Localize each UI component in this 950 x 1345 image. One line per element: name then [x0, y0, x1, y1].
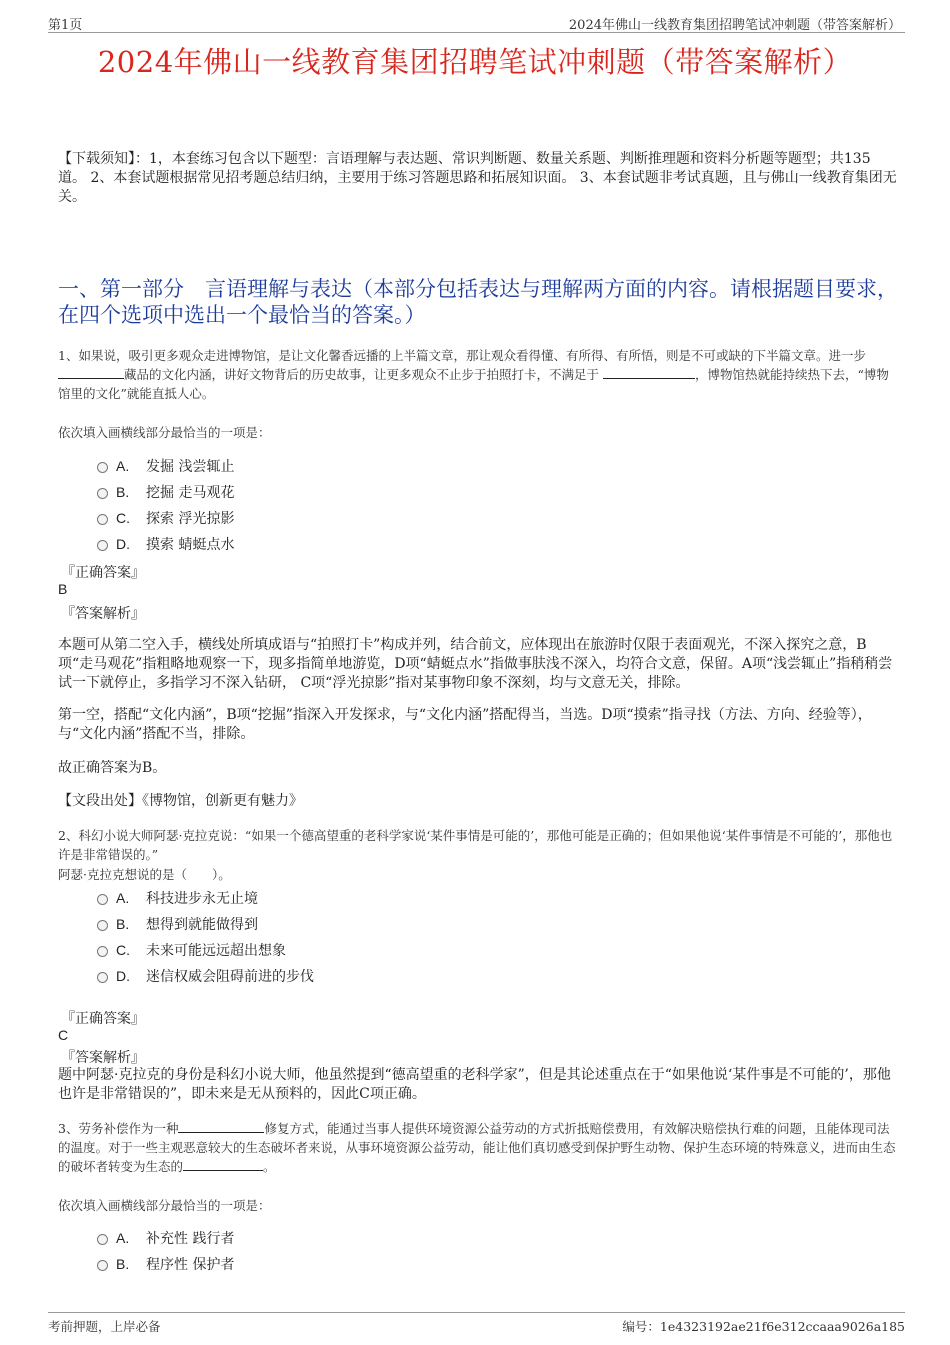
q1-answer: B — [58, 581, 68, 597]
q2-option-c[interactable]: C. 未来可能远远超出想象 — [97, 940, 286, 960]
radio-icon[interactable] — [97, 1260, 108, 1271]
q2-option-a[interactable]: A. 科技进步永无止境 — [97, 888, 258, 908]
radio-icon[interactable] — [97, 972, 108, 983]
radio-icon[interactable] — [97, 462, 108, 473]
q3-text-c: 。 — [263, 1159, 276, 1174]
q1-option-a[interactable]: A. 发掘 浅尝辄止 — [97, 456, 234, 476]
q1-analysis-1: 本题可从第二空入手，横线处所填成语与“拍照打卡”构成并列，结合前文，应体现出在旅游时仅限于表面观光，不深入探究之意，B项“走马观花”指粗略地观察一下，现多指简单地游览，D项“蜻蜓点水”指做事肤浅不深入，均符合文意，保留。A项“浅尝辄止”指稍稍尝试一下就停止，多指学习不深入钻研， C项“浮光掠影”指对某事物印象不深刻，均与文意无关，排除。 — [58, 637, 893, 691]
q1-analysis-label: 『答案解析』 — [61, 606, 145, 622]
footer-doc-id: 编号：1e4323192ae21f6e312ccaaa9026a185 — [622, 1319, 905, 1334]
q1-prompt: 依次填入画横线部分最恰当的一项是： — [58, 425, 271, 440]
radio-icon[interactable] — [97, 514, 108, 525]
page-header — [48, 10, 905, 33]
q2-option-d[interactable]: D. 迷信权威会阻碍前进的步伐 — [97, 966, 314, 986]
q3-text-a: 3、劳务补偿作为一种 — [58, 1121, 179, 1136]
q1-option-c[interactable]: C. 探索 浮光掠影 — [97, 508, 234, 528]
radio-icon[interactable] — [97, 1234, 108, 1245]
q2-option-b[interactable]: B. 想得到就能做得到 — [97, 914, 258, 934]
question-3-text — [58, 1119, 898, 1176]
q1-text-b: 藏品的文化内涵，讲好文物背后的历史故事，让更多观众不止步于拍照打卡，不满足于 — [124, 367, 600, 382]
q3-blank-1 — [178, 1119, 264, 1133]
footer-slogan: 考前押题，上岸必备 — [48, 1319, 161, 1334]
q3-blank-2 — [183, 1157, 263, 1171]
header-doc-title: 2024年佛山一线教育集团招聘笔试冲刺题（带答案解析） — [568, 18, 901, 33]
radio-icon[interactable] — [97, 946, 108, 957]
question-1-text — [58, 346, 898, 403]
q2-correct-label: 『正确答案』 — [61, 1011, 145, 1027]
q1-blank-1 — [58, 365, 124, 379]
q2-analysis: 题中阿瑟·克拉克的身份是科幻小说大师，他虽然提到“德高望重的老科学家”，但是其论述重点在于“如果他说‘某件事是不可能的’，那他也许是非常错误的”，即未来是无从预料的，因此C项正确。 — [58, 1067, 891, 1102]
document-title: 2024年佛山一线教育集团招聘笔试冲刺题（带答案解析） — [97, 45, 853, 79]
page-number: 第1页 — [48, 18, 83, 33]
radio-icon[interactable] — [97, 894, 108, 905]
q1-option-b[interactable]: B. 挖掘 走马观花 — [97, 482, 234, 502]
question-2-ask: 阿瑟·克拉克想说的是（ ）。 — [58, 867, 231, 882]
q1-analysis-2: 第一空，搭配“文化内涵”，B项“挖掘”指深入开发探求，与“文化内涵”搭配得当，当选。D项“摸索”指寻找（方法、方向、经验等），与“文化内涵”搭配不当，排除。 — [58, 707, 872, 742]
radio-icon[interactable] — [97, 488, 108, 499]
q2-answer: C — [58, 1027, 69, 1043]
page-footer — [48, 1312, 905, 1337]
q1-text-c: ，博物馆热就能持续热下去，“博物馆里的文化”就能直抵人心。 — [58, 367, 889, 401]
q1-text-a: 1、如果说，吸引更多观众走进博物馆，是让文化馨香远播的上半篇文章，那让观众看得懂、有所得、有所悟，则是不可或缺的下半篇文章。进一步 — [58, 348, 866, 363]
radio-icon[interactable] — [97, 540, 108, 551]
q2-analysis-label: 『答案解析』 — [61, 1050, 145, 1066]
section-heading: 一、第一部分 言语理解与表达（本部分包括表达与理解两方面的内容。请根据题目要求，在四个选项中选出一个最恰当的答案。） — [58, 277, 898, 327]
q3-option-a[interactable]: A. 补充性 践行者 — [97, 1228, 234, 1248]
q3-option-b[interactable]: B. 程序性 保护者 — [97, 1254, 234, 1274]
q1-correct-label: 『正确答案』 — [61, 565, 145, 581]
radio-icon[interactable] — [97, 920, 108, 931]
q3-text-b: 修复方式，能通过当事人提供环境资源公益劳动的方式折抵赔偿费用，有效解决赔偿执行难的问题，且能体现司法的温度。对于一些主观恶意较大的生态破坏者来说，从事环境资源公益劳动，能让他们真切感受到保护野生动物、保护生态环境的特殊意义，进而由生态的破坏者转变为生态的 — [58, 1121, 896, 1174]
q1-source: 【文段出处】《博物馆，创新更有魅力》 — [58, 793, 303, 809]
q1-option-d[interactable]: D. 摸索 蜻蜓点水 — [97, 534, 234, 554]
q3-prompt: 依次填入画横线部分最恰当的一项是： — [58, 1198, 271, 1213]
q1-analysis-3: 故正确答案为B。 — [58, 760, 167, 776]
question-2-text: 2、科幻小说大师阿瑟·克拉克说：“如果一个德高望重的老科学家说‘某件事情是可能的’，那他可能是正确的；但如果他说‘某件事情是不可能的’，那他也许是非常错误的。” — [58, 828, 893, 862]
q1-blank-2 — [603, 365, 695, 379]
download-notice: 【下载须知】：1，本套练习包含以下题型：言语理解与表达题、常识判断题、数量关系题、判断推理题和资料分析题等题型；共135道。 2、本套试题根据常见招考题总结归纳，主要用于练习答题思路和拓展知识面。 3、本套试题非考试真题，且与佛山一线教育集团无关。 — [58, 151, 897, 205]
